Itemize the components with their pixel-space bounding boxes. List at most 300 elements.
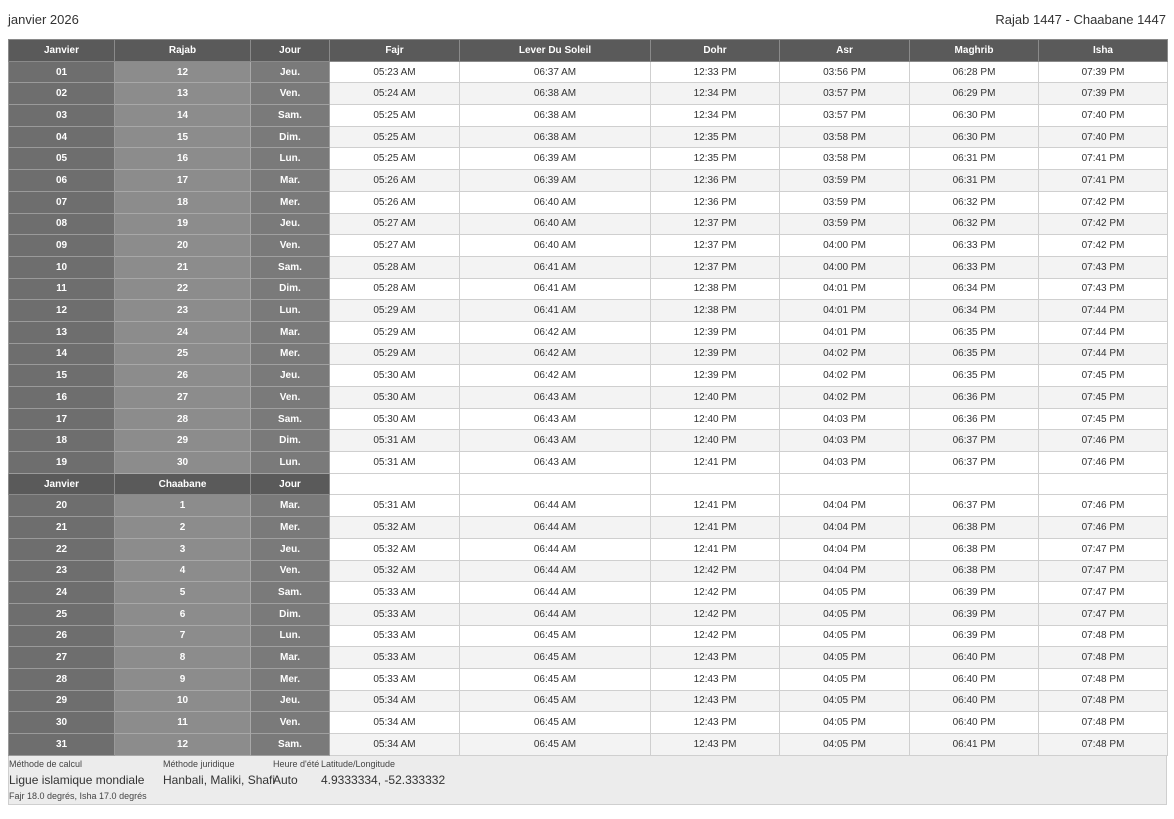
sunrise-cell: 06:43 AM (460, 452, 651, 474)
day-cell: 30 (9, 712, 115, 734)
table-row (9, 625, 1168, 647)
maghrib-cell: 06:36 PM (910, 408, 1039, 430)
fajr-cell: 05:27 AM (330, 213, 460, 235)
isha-cell: 07:46 PM (1039, 430, 1168, 452)
col-header-asr: Asr (780, 40, 910, 62)
hijri-cell: 20 (115, 235, 251, 257)
weekday-cell: Mar. (251, 495, 330, 517)
dohr-cell: 12:43 PM (651, 690, 780, 712)
maghrib-cell: 06:39 PM (910, 603, 1039, 625)
hijri-cell: 19 (115, 213, 251, 235)
table-row (9, 170, 1168, 192)
sunrise-cell: 06:42 AM (460, 365, 651, 387)
isha-cell: 07:40 PM (1039, 126, 1168, 148)
sunrise-cell: 06:45 AM (460, 734, 651, 756)
hijri-cell: 11 (115, 712, 251, 734)
hijri-cell: 9 (115, 668, 251, 690)
isha-cell: 07:46 PM (1039, 452, 1168, 474)
asr-cell: 04:03 PM (780, 430, 910, 452)
maghrib-cell: 06:40 PM (910, 668, 1039, 690)
maghrib-cell: 06:33 PM (910, 256, 1039, 278)
fajr-cell: 05:32 AM (330, 538, 460, 560)
sunrise-cell: 06:43 AM (460, 408, 651, 430)
dohr-cell: 12:42 PM (651, 582, 780, 604)
table-row (9, 321, 1168, 343)
asr-cell: 04:05 PM (780, 734, 910, 756)
isha-cell: 07:45 PM (1039, 365, 1168, 387)
table-row (9, 148, 1168, 170)
sunrise-cell: 06:45 AM (460, 712, 651, 734)
weekday-cell: Dim. (251, 603, 330, 625)
day-cell: 09 (9, 235, 115, 257)
day-cell: 11 (9, 278, 115, 300)
sunrise-cell: 06:42 AM (460, 343, 651, 365)
weekday-cell: Mer. (251, 668, 330, 690)
col-header-dohr: Dohr (651, 40, 780, 62)
isha-cell: 07:44 PM (1039, 343, 1168, 365)
maghrib-cell: 06:28 PM (910, 61, 1039, 83)
hijri-cell: 30 (115, 452, 251, 474)
day-cell: 16 (9, 387, 115, 409)
asr-cell: 04:05 PM (780, 582, 910, 604)
weekday-cell: Ven. (251, 83, 330, 105)
maghrib-cell: 06:40 PM (910, 712, 1039, 734)
method-value: Ligue islamique mondiale (9, 772, 145, 787)
asr-cell: 04:05 PM (780, 668, 910, 690)
dohr-cell: 12:43 PM (651, 712, 780, 734)
sub-header-blank (910, 473, 1039, 495)
dohr-cell: 12:33 PM (651, 61, 780, 83)
hijri-cell: 12 (115, 734, 251, 756)
calculation-info-footer (8, 756, 1167, 805)
dohr-cell: 12:34 PM (651, 83, 780, 105)
dohr-cell: 12:43 PM (651, 647, 780, 669)
table-row (9, 712, 1168, 734)
maghrib-cell: 06:34 PM (910, 278, 1039, 300)
sub-header-jour: Jour (251, 473, 330, 495)
fajr-cell: 05:30 AM (330, 408, 460, 430)
weekday-cell: Dim. (251, 278, 330, 300)
table-body-rajab (9, 61, 1168, 473)
sub-header-blank (651, 473, 780, 495)
maghrib-cell: 06:37 PM (910, 430, 1039, 452)
hijri-cell: 17 (115, 170, 251, 192)
asr-cell: 03:58 PM (780, 148, 910, 170)
asr-cell: 04:03 PM (780, 408, 910, 430)
maghrib-cell: 06:38 PM (910, 560, 1039, 582)
table-row (9, 452, 1168, 474)
day-cell: 05 (9, 148, 115, 170)
isha-cell: 07:48 PM (1039, 668, 1168, 690)
table-sub-header (9, 473, 1168, 495)
isha-cell: 07:39 PM (1039, 83, 1168, 105)
table-body-chaabane (9, 495, 1168, 755)
sunrise-cell: 06:38 AM (460, 126, 651, 148)
dohr-cell: 12:38 PM (651, 300, 780, 322)
dst-label: Heure d'été (273, 758, 320, 769)
hijri-cell: 5 (115, 582, 251, 604)
weekday-cell: Lun. (251, 300, 330, 322)
dohr-cell: 12:41 PM (651, 538, 780, 560)
table-row (9, 430, 1168, 452)
table-row (9, 343, 1168, 365)
dohr-cell: 12:37 PM (651, 235, 780, 257)
isha-cell: 07:47 PM (1039, 538, 1168, 560)
hijri-cell: 16 (115, 148, 251, 170)
dohr-cell: 12:41 PM (651, 517, 780, 539)
day-cell: 15 (9, 365, 115, 387)
isha-cell: 07:42 PM (1039, 235, 1168, 257)
dohr-cell: 12:40 PM (651, 430, 780, 452)
isha-cell: 07:42 PM (1039, 191, 1168, 213)
hijri-cell: 14 (115, 105, 251, 127)
maghrib-cell: 06:40 PM (910, 647, 1039, 669)
weekday-cell: Lun. (251, 625, 330, 647)
isha-cell: 07:48 PM (1039, 712, 1168, 734)
fajr-cell: 05:33 AM (330, 625, 460, 647)
asr-cell: 04:04 PM (780, 517, 910, 539)
weekday-cell: Jeu. (251, 213, 330, 235)
hijri-cell: 13 (115, 83, 251, 105)
day-cell: 21 (9, 517, 115, 539)
maghrib-cell: 06:30 PM (910, 105, 1039, 127)
hijri-cell: 1 (115, 495, 251, 517)
maghrib-cell: 06:37 PM (910, 452, 1039, 474)
hijri-cell: 22 (115, 278, 251, 300)
day-cell: 29 (9, 690, 115, 712)
method-angles: Fajr 18.0 degrés, Isha 17.0 degrés (9, 790, 147, 801)
dst-value: Auto (273, 772, 298, 787)
weekday-cell: Dim. (251, 126, 330, 148)
fajr-cell: 05:34 AM (330, 690, 460, 712)
table-row (9, 582, 1168, 604)
table-row (9, 61, 1168, 83)
fajr-cell: 05:31 AM (330, 452, 460, 474)
weekday-cell: Ven. (251, 235, 330, 257)
isha-cell: 07:43 PM (1039, 256, 1168, 278)
asr-cell: 03:59 PM (780, 213, 910, 235)
table-row (9, 603, 1168, 625)
maghrib-cell: 06:31 PM (910, 170, 1039, 192)
isha-cell: 07:48 PM (1039, 734, 1168, 756)
hijri-cell: 21 (115, 256, 251, 278)
asr-cell: 04:01 PM (780, 321, 910, 343)
sunrise-cell: 06:40 AM (460, 191, 651, 213)
dohr-cell: 12:37 PM (651, 256, 780, 278)
asr-cell: 04:02 PM (780, 387, 910, 409)
maghrib-cell: 06:30 PM (910, 126, 1039, 148)
weekday-cell: Mer. (251, 517, 330, 539)
table-row (9, 408, 1168, 430)
isha-cell: 07:43 PM (1039, 278, 1168, 300)
maghrib-cell: 06:36 PM (910, 387, 1039, 409)
asr-cell: 03:59 PM (780, 191, 910, 213)
dohr-cell: 12:39 PM (651, 365, 780, 387)
weekday-cell: Lun. (251, 452, 330, 474)
maghrib-cell: 06:32 PM (910, 213, 1039, 235)
latlon-value: 4.9333334, -52.333332 (321, 772, 446, 787)
asr-cell: 04:02 PM (780, 365, 910, 387)
hijri-cell: 27 (115, 387, 251, 409)
sub-header-blank (330, 473, 460, 495)
table-row (9, 213, 1168, 235)
hijri-cell: 28 (115, 408, 251, 430)
dohr-cell: 12:36 PM (651, 191, 780, 213)
sunrise-cell: 06:37 AM (460, 61, 651, 83)
asr-cell: 04:01 PM (780, 300, 910, 322)
sunrise-cell: 06:41 AM (460, 278, 651, 300)
isha-cell: 07:40 PM (1039, 105, 1168, 127)
isha-cell: 07:48 PM (1039, 625, 1168, 647)
weekday-cell: Mar. (251, 647, 330, 669)
sunrise-cell: 06:41 AM (460, 256, 651, 278)
fajr-cell: 05:26 AM (330, 191, 460, 213)
weekday-cell: Mar. (251, 170, 330, 192)
fajr-cell: 05:25 AM (330, 126, 460, 148)
maghrib-cell: 06:39 PM (910, 582, 1039, 604)
asr-cell: 04:03 PM (780, 452, 910, 474)
col-header-jour: Jour (251, 40, 330, 62)
hijri-cell: 18 (115, 191, 251, 213)
sunrise-cell: 06:45 AM (460, 625, 651, 647)
hijri-cell: 10 (115, 690, 251, 712)
day-cell: 13 (9, 321, 115, 343)
isha-cell: 07:41 PM (1039, 170, 1168, 192)
fajr-cell: 05:33 AM (330, 582, 460, 604)
weekday-cell: Mer. (251, 191, 330, 213)
maghrib-cell: 06:37 PM (910, 495, 1039, 517)
fajr-cell: 05:25 AM (330, 148, 460, 170)
weekday-cell: Mar. (251, 321, 330, 343)
col-header-rajab: Rajab (115, 40, 251, 62)
table-row (9, 191, 1168, 213)
day-cell: 14 (9, 343, 115, 365)
dohr-cell: 12:41 PM (651, 495, 780, 517)
sunrise-cell: 06:40 AM (460, 235, 651, 257)
col-header-sunrise: Lever Du Soleil (460, 40, 651, 62)
method-label: Méthode de calcul (9, 758, 83, 769)
fajr-cell: 05:34 AM (330, 712, 460, 734)
weekday-cell: Sam. (251, 582, 330, 604)
day-cell: 02 (9, 83, 115, 105)
dohr-cell: 12:40 PM (651, 408, 780, 430)
asr-cell: 04:01 PM (780, 278, 910, 300)
col-header-fajr: Fajr (330, 40, 460, 62)
weekday-cell: Sam. (251, 105, 330, 127)
asr-cell: 04:02 PM (780, 343, 910, 365)
weekday-cell: Jeu. (251, 538, 330, 560)
sunrise-cell: 06:43 AM (460, 387, 651, 409)
hijri-cell: 29 (115, 430, 251, 452)
fajr-cell: 05:27 AM (330, 235, 460, 257)
col-header-janvier: Janvier (9, 40, 115, 62)
asr-cell: 04:05 PM (780, 647, 910, 669)
maghrib-cell: 06:35 PM (910, 343, 1039, 365)
isha-cell: 07:42 PM (1039, 213, 1168, 235)
sunrise-cell: 06:45 AM (460, 668, 651, 690)
table-row (9, 387, 1168, 409)
day-cell: 01 (9, 61, 115, 83)
fajr-cell: 05:32 AM (330, 560, 460, 582)
sunrise-cell: 06:45 AM (460, 647, 651, 669)
isha-cell: 07:47 PM (1039, 560, 1168, 582)
dohr-cell: 12:42 PM (651, 625, 780, 647)
day-cell: 04 (9, 126, 115, 148)
table-row (9, 256, 1168, 278)
table-row (9, 235, 1168, 257)
dohr-cell: 12:35 PM (651, 148, 780, 170)
maghrib-cell: 06:32 PM (910, 191, 1039, 213)
dohr-cell: 12:42 PM (651, 603, 780, 625)
col-header-maghrib: Maghrib (910, 40, 1039, 62)
asr-cell: 03:57 PM (780, 83, 910, 105)
table-row (9, 278, 1168, 300)
sub-header-chaabane: Chaabane (115, 473, 251, 495)
table-row (9, 83, 1168, 105)
table-row (9, 734, 1168, 756)
weekday-cell: Lun. (251, 148, 330, 170)
asr-cell: 04:05 PM (780, 625, 910, 647)
weekday-cell: Sam. (251, 734, 330, 756)
fajr-cell: 05:24 AM (330, 83, 460, 105)
dohr-cell: 12:35 PM (651, 126, 780, 148)
isha-cell: 07:46 PM (1039, 495, 1168, 517)
asr-cell: 04:05 PM (780, 603, 910, 625)
sunrise-cell: 06:40 AM (460, 213, 651, 235)
weekday-cell: Sam. (251, 408, 330, 430)
sub-header-row (9, 473, 1168, 495)
sunrise-cell: 06:42 AM (460, 321, 651, 343)
isha-cell: 07:48 PM (1039, 690, 1168, 712)
sunrise-cell: 06:44 AM (460, 538, 651, 560)
maghrib-cell: 06:35 PM (910, 321, 1039, 343)
dohr-cell: 12:34 PM (651, 105, 780, 127)
isha-cell: 07:47 PM (1039, 582, 1168, 604)
sub-header-blank (1039, 473, 1168, 495)
hijri-cell: 24 (115, 321, 251, 343)
asr-cell: 04:04 PM (780, 495, 910, 517)
maghrib-cell: 06:39 PM (910, 625, 1039, 647)
fajr-cell: 05:33 AM (330, 603, 460, 625)
fajr-cell: 05:29 AM (330, 321, 460, 343)
weekday-cell: Jeu. (251, 690, 330, 712)
table-row (9, 300, 1168, 322)
day-cell: 31 (9, 734, 115, 756)
table-row (9, 126, 1168, 148)
hijri-cell: 23 (115, 300, 251, 322)
hijri-cell: 6 (115, 603, 251, 625)
sunrise-cell: 06:44 AM (460, 560, 651, 582)
asr-cell: 04:04 PM (780, 560, 910, 582)
dohr-cell: 12:37 PM (651, 213, 780, 235)
day-cell: 24 (9, 582, 115, 604)
day-cell: 22 (9, 538, 115, 560)
fajr-cell: 05:29 AM (330, 300, 460, 322)
hijri-cell: 3 (115, 538, 251, 560)
table-row (9, 668, 1168, 690)
asr-cell: 03:57 PM (780, 105, 910, 127)
juristic-value: Hanbali, Maliki, Shafi (163, 772, 276, 787)
dohr-cell: 12:43 PM (651, 668, 780, 690)
asr-cell: 04:05 PM (780, 712, 910, 734)
fajr-cell: 05:26 AM (330, 170, 460, 192)
fajr-cell: 05:30 AM (330, 387, 460, 409)
day-cell: 07 (9, 191, 115, 213)
day-cell: 08 (9, 213, 115, 235)
day-cell: 10 (9, 256, 115, 278)
sub-header-blank (780, 473, 910, 495)
table-row (9, 690, 1168, 712)
isha-cell: 07:44 PM (1039, 300, 1168, 322)
dohr-cell: 12:39 PM (651, 321, 780, 343)
day-cell: 28 (9, 668, 115, 690)
juristic-label: Méthode juridique (163, 758, 235, 769)
sunrise-cell: 06:44 AM (460, 495, 651, 517)
table-header-row (9, 40, 1168, 62)
isha-cell: 07:45 PM (1039, 408, 1168, 430)
weekday-cell: Ven. (251, 560, 330, 582)
prayer-times-container (8, 39, 1167, 805)
sunrise-cell: 06:45 AM (460, 690, 651, 712)
weekday-cell: Ven. (251, 387, 330, 409)
day-cell: 20 (9, 495, 115, 517)
maghrib-cell: 06:38 PM (910, 517, 1039, 539)
dohr-cell: 12:36 PM (651, 170, 780, 192)
dohr-cell: 12:42 PM (651, 560, 780, 582)
isha-cell: 07:39 PM (1039, 61, 1168, 83)
hijri-cell: 2 (115, 517, 251, 539)
maghrib-cell: 06:41 PM (910, 734, 1039, 756)
fajr-cell: 05:23 AM (330, 61, 460, 83)
sunrise-cell: 06:38 AM (460, 105, 651, 127)
latlon-label: Latitude/Longitude (321, 758, 396, 769)
day-cell: 18 (9, 430, 115, 452)
weekday-cell: Jeu. (251, 61, 330, 83)
table-row (9, 647, 1168, 669)
isha-cell: 07:48 PM (1039, 647, 1168, 669)
weekday-cell: Sam. (251, 256, 330, 278)
table-row (9, 560, 1168, 582)
table-row (9, 495, 1168, 517)
prayer-times-table (8, 39, 1168, 756)
dohr-cell: 12:38 PM (651, 278, 780, 300)
sub-header-blank (460, 473, 651, 495)
asr-cell: 04:00 PM (780, 256, 910, 278)
sunrise-cell: 06:39 AM (460, 170, 651, 192)
day-cell: 12 (9, 300, 115, 322)
maghrib-cell: 06:29 PM (910, 83, 1039, 105)
hijri-cell: 7 (115, 625, 251, 647)
table-row (9, 365, 1168, 387)
sunrise-cell: 06:44 AM (460, 582, 651, 604)
dohr-cell: 12:40 PM (651, 387, 780, 409)
weekday-cell: Ven. (251, 712, 330, 734)
isha-cell: 07:45 PM (1039, 387, 1168, 409)
maghrib-cell: 06:34 PM (910, 300, 1039, 322)
asr-cell: 03:59 PM (780, 170, 910, 192)
sunrise-cell: 06:41 AM (460, 300, 651, 322)
asr-cell: 03:58 PM (780, 126, 910, 148)
month-title: janvier 2026 (8, 12, 79, 27)
fajr-cell: 05:31 AM (330, 430, 460, 452)
maghrib-cell: 06:31 PM (910, 148, 1039, 170)
hijri-cell: 25 (115, 343, 251, 365)
hijri-cell: 8 (115, 647, 251, 669)
dohr-cell: 12:43 PM (651, 734, 780, 756)
fajr-cell: 05:30 AM (330, 365, 460, 387)
day-cell: 06 (9, 170, 115, 192)
col-header-isha: Isha (1039, 40, 1168, 62)
